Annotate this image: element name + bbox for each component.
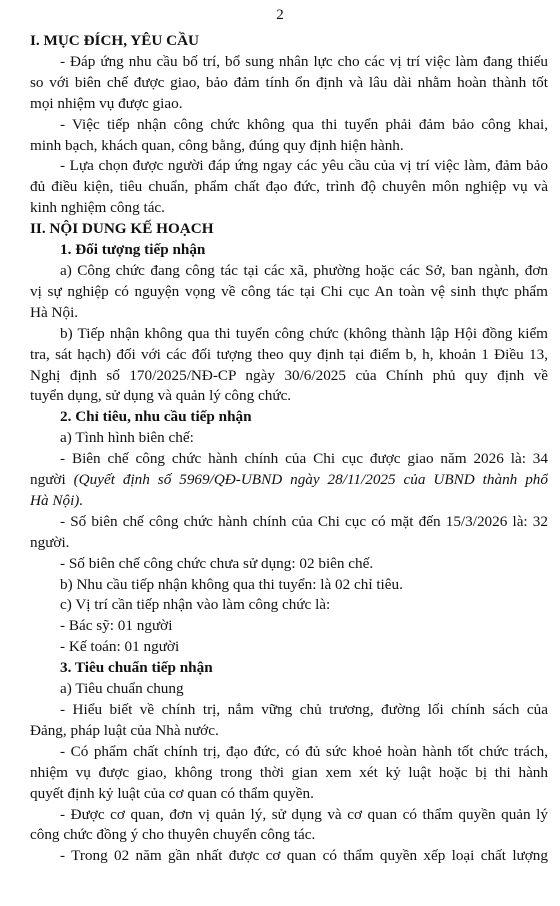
paragraph-line: kinh nghiệm công tác. xyxy=(30,199,165,217)
text-run: người xyxy=(30,471,74,489)
decision-reference: (Quyết định số 5969/QĐ-UBND ngày 28/11/2025 của UBND thành phố xyxy=(73,471,548,489)
subsection-heading: 3. Tiêu chuẩn tiếp nhận xyxy=(60,659,213,677)
paragraph-line: so với biên chế được giao, bảo đảm tính ổn định và lâu dài nhằm hoàn thành tốt xyxy=(30,73,548,91)
paragraph-line: tuyển dụng, sử dụng và quản lý công chức. xyxy=(30,387,292,405)
paragraph-line: - Lựa chọn được người đáp ứng ngay các yêu cầu của vị trí việc làm, đảm bảo xyxy=(60,157,548,175)
paragraph-line: a) Tiêu chuẩn chung xyxy=(60,680,184,698)
decision-reference: Hà Nội). xyxy=(30,491,84,509)
paragraph-line: công chức đồng ý cho thuyên chuyển công tác. xyxy=(30,826,316,844)
paragraph-line: - Có phẩm chất chính trị, đạo đức, có đủ sức khoẻ hoàn hành tốt chức trách, xyxy=(60,742,548,760)
paragraph-line: nhiệm vụ được giao, không trong thời gian xem xét kỷ luật hoặc bị thi hành xyxy=(30,763,548,781)
paragraph-line: c) Vị trí cần tiếp nhận vào làm công chức là: xyxy=(60,596,331,614)
paragraph-line: - Được cơ quan, đơn vị quản lý, sử dụng và cơ quan có thẩm quyền quản lý xyxy=(60,805,548,823)
paragraph-line: - Số biên chế công chức chưa sử dụng: 02 biên chế. xyxy=(60,554,374,572)
paragraph-line: tra, sát hạch) đối với các đối tượng theo quy định tại điểm b, h, khoản 1 Điều 13, xyxy=(30,345,548,363)
paragraph-line: b) Tiếp nhận không qua thi tuyển công chức (không thành lập Hội đồng kiểm xyxy=(60,324,548,342)
section-heading-plan: II. NỘI DUNG KẾ HOẠCH xyxy=(30,220,214,238)
paragraph-line: Hà Nội. xyxy=(30,303,79,321)
paragraph-line: Nghị định số 170/2025/NĐ-CP ngày 30/6/2025 của Chính phủ quy định về xyxy=(30,366,548,384)
subsection-heading: 2. Chỉ tiêu, nhu cầu tiếp nhận xyxy=(60,408,252,426)
page-number: 2 xyxy=(276,7,284,23)
paragraph-line xyxy=(30,470,548,491)
paragraph-line: minh bạch, khách quan, công bằng, đúng quy định hiện hành. xyxy=(30,136,404,154)
paragraph-line: Đảng, pháp luật của Nhà nước. xyxy=(30,721,219,739)
list-item: - Kế toán: 01 người xyxy=(60,638,180,656)
paragraph-line: mọi nhiệm vụ được giao. xyxy=(30,94,183,112)
document-body xyxy=(30,31,548,867)
section-heading-purpose: I. MỤC ĐÍCH, YÊU CẦU xyxy=(30,32,200,49)
paragraph-line: a) Công chức đang công tác tại các xã, phường hoặc các Sở, ban ngành, đơn xyxy=(60,261,548,279)
list-item: - Bác sỹ: 01 người xyxy=(60,617,173,635)
paragraph-line: b) Nhu cầu tiếp nhận không qua thi tuyển: là 02 chỉ tiêu. xyxy=(60,575,403,593)
paragraph-line: đủ điều kiện, tiêu chuẩn, phẩm chất đạo đức, trình độ chuyên môn nghiệp vụ và xyxy=(30,178,548,196)
subsection-heading: 1. Đối tượng tiếp nhận xyxy=(60,241,206,259)
paragraph-line: - Số biên chế công chức hành chính của Chi cục có mặt đến 15/3/2026 là: 32 xyxy=(60,512,548,530)
paragraph-line: người. xyxy=(30,533,70,551)
paragraph-line: - Trong 02 năm gần nhất được cơ quan có thẩm quyền xếp loại chất lượng xyxy=(60,847,548,865)
paragraph-line: vị sự nghiệp có nguyện vọng về công tác tại Chi cục An toàn vệ sinh thực phẩm xyxy=(30,282,548,300)
paragraph-line: quyết định kỷ luật của cơ quan có thẩm quyền. xyxy=(30,784,314,802)
paragraph-line: - Đáp ứng nhu cầu bố trí, bổ sung nhân lực cho các vị trí việc làm đang thiếu xyxy=(60,52,548,70)
paragraph-line: - Biên chế công chức hành chính của Chi cục được giao năm 2026 là: 34 xyxy=(60,450,548,468)
paragraph-line: - Hiểu biết về chính trị, nắm vững chủ trương, đường lối chính sách của xyxy=(60,701,548,718)
paragraph-line: - Việc tiếp nhận công chức không qua thi tuyển phải đảm bảo công khai, xyxy=(60,115,548,133)
paragraph-line: a) Tình hình biên chế: xyxy=(60,429,194,447)
